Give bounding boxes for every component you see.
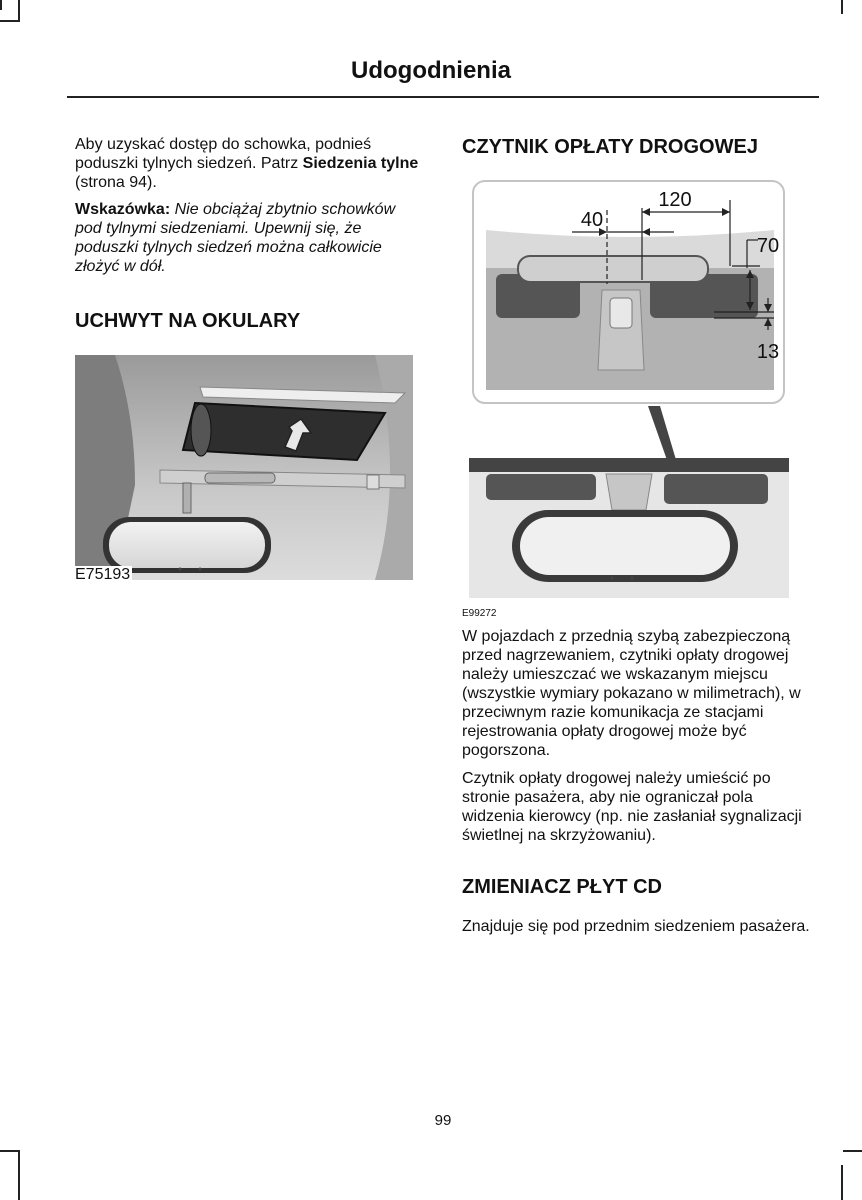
- rear-seats-reference[interactable]: Siedzenia tylne: [302, 155, 419, 172]
- page-title: Udogodnienia: [351, 57, 511, 84]
- toll-reader-illustration: [462, 180, 792, 620]
- toll-paragraph-2: Czytnik opłaty drogowej należy umieścić po stronie pasażera, aby nie ograniczał pola widzenia kierowcy (np. nie zasłaniał sygnalizacji świetlnej na skrzyżowaniu).: [462, 770, 802, 844]
- glasses-holder-figure: [75, 355, 413, 583]
- page-number: 99: [434, 1112, 452, 1129]
- toll-reader-figure: [462, 180, 792, 620]
- right-column: [462, 130, 817, 936]
- crop-mark: [841, 0, 843, 14]
- dimension-40: 40: [580, 209, 604, 231]
- crop-mark: [843, 1150, 862, 1152]
- cd-changer-text: Znajduje się pod przednim siedzeniem pasażera.: [462, 918, 810, 935]
- crop-mark: [18, 1150, 20, 1200]
- figure-code: E99272: [462, 608, 497, 619]
- crop-mark: [841, 1165, 843, 1200]
- toll-reader-heading: CZYTNIK OPŁATY DROGOWEJ: [462, 136, 758, 158]
- left-column: [75, 135, 425, 583]
- cd-changer-heading: ZMIENIACZ PŁYT CD: [462, 876, 662, 898]
- figure-code: E75193: [75, 566, 131, 583]
- title-divider: [67, 96, 819, 98]
- crop-mark: [0, 1150, 18, 1152]
- page-reference: (strona 94).: [75, 174, 157, 191]
- glasses-holder-illustration: [75, 355, 413, 580]
- dimension-120: 120: [658, 189, 692, 211]
- glasses-holder-heading: UCHWYT NA OKULARY: [75, 310, 301, 332]
- storage-text: Aby uzyskać dostęp do schowka, podnieś poduszki tylnych siedzeń. Patrz: [75, 136, 372, 172]
- crop-mark: [0, 0, 2, 10]
- dimension-13: 13: [756, 341, 780, 363]
- toll-paragraph-1: W pojazdach z przednią szybą zabezpieczoną przed nagrzewaniem, czytniki opłaty drogowej należy umieszczać we wskazanym miejscu (wszystkie wymiary pokazano w milimetrach), w przeciwnym razie komunikacja ze stacjami rejestrowania opłaty drogowej może być pogorszona.: [462, 628, 801, 759]
- crop-mark: [0, 20, 20, 22]
- note-text: Nie obciążaj zbytnio schowków pod tylnymi siedzeniami. Upewnij się, że poduszki tylnych siedzeń można całkowicie złożyć w dół.: [75, 201, 396, 275]
- crop-mark: [18, 0, 20, 22]
- dimension-70: 70: [756, 235, 780, 257]
- note-label: Wskazówka:: [75, 201, 171, 218]
- storage-paragraph: [75, 135, 425, 192]
- note-paragraph: [75, 200, 425, 276]
